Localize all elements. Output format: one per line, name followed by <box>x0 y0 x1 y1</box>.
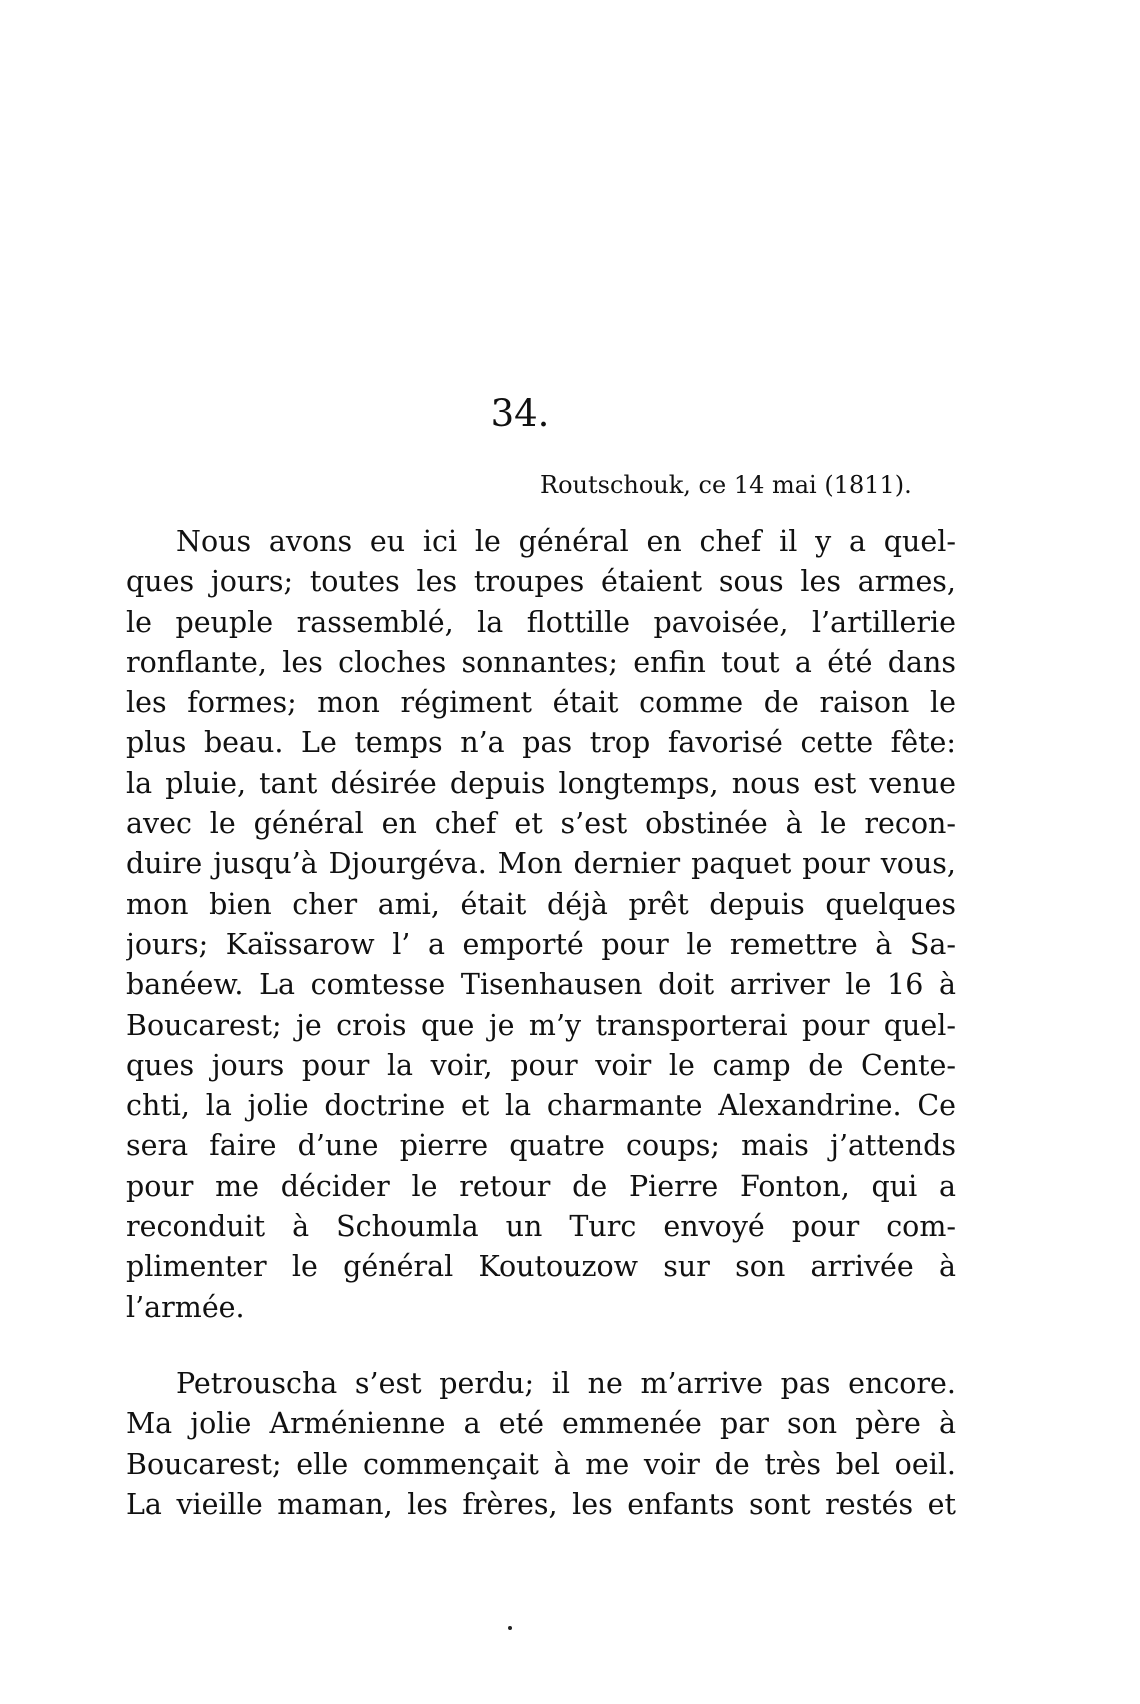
text-line: ques jours pour la voir, pour voir le camp de Cente- <box>126 1048 956 1082</box>
text-line: pour me décider le retour de Pierre Fonton, qui a <box>126 1169 956 1203</box>
text-line: Nous avons eu ici le général en chef il y a quel- <box>176 525 956 558</box>
letter-dateline: Routschouk, ce 14 mai (1811). <box>540 471 912 499</box>
text-line: Ma jolie Arménienne a eté emmenée par son père à <box>126 1407 956 1441</box>
paragraph-2 <box>126 1364 956 1525</box>
text-line: plimenter le général Koutouzow sur son arrivée à <box>126 1250 956 1284</box>
text-line: La vieille maman, les frères, les enfants sont restés et <box>126 1487 956 1521</box>
letter-number: 34. <box>490 392 550 435</box>
text-line: Petrouscha s’est perdu; il ne m’arrive pas encore. <box>176 1367 956 1400</box>
text-line: Boucarest; elle commençait à me voir de très bel oeil. <box>126 1447 956 1481</box>
text-line: plus beau. Le temps n’a pas trop favorisé cette fête: <box>126 726 956 760</box>
text-line: les formes; mon régiment était comme de raison le <box>126 686 956 720</box>
paragraph-1 <box>126 522 956 1328</box>
text-line: reconduit à Schoumla un Turc envoyé pour com- <box>126 1210 956 1244</box>
text-line: le peuple rassemblé, la flottille pavoisée, l’artillerie <box>126 605 956 639</box>
text-line: banéew. La comtesse Tisenhausen doit arriver le 16 à <box>126 968 956 1002</box>
text-line: duire jusqu’à Djourgéva. Mon dernier paquet pour vous, <box>126 847 956 881</box>
text-line: ronflante, les cloches sonnantes; enfin tout a été dans <box>126 645 956 679</box>
text-line: avec le général en chef et s’est obstinée à le recon- <box>126 807 956 841</box>
text-line: chti, la jolie doctrine et la charmante Alexandrine. Ce <box>126 1089 956 1123</box>
text-line: l’armée. <box>126 1290 245 1324</box>
ink-speck <box>508 1626 512 1630</box>
text-line: la pluie, tant désirée depuis longtemps, nous est venue <box>126 766 956 800</box>
text-line: ques jours; toutes les troupes étaient sous les armes, <box>126 565 956 599</box>
text-line: mon bien cher ami, était déjà prêt depuis quelques <box>126 887 956 921</box>
text-line: Boucarest; je crois que je m’y transporterai pour quel- <box>126 1008 956 1042</box>
text-line: sera faire d’une pierre quatre coups; mais j’attends <box>126 1129 956 1163</box>
text-line: jours; Kaïssarow l’ a emporté pour le remettre à Sa- <box>126 927 956 961</box>
